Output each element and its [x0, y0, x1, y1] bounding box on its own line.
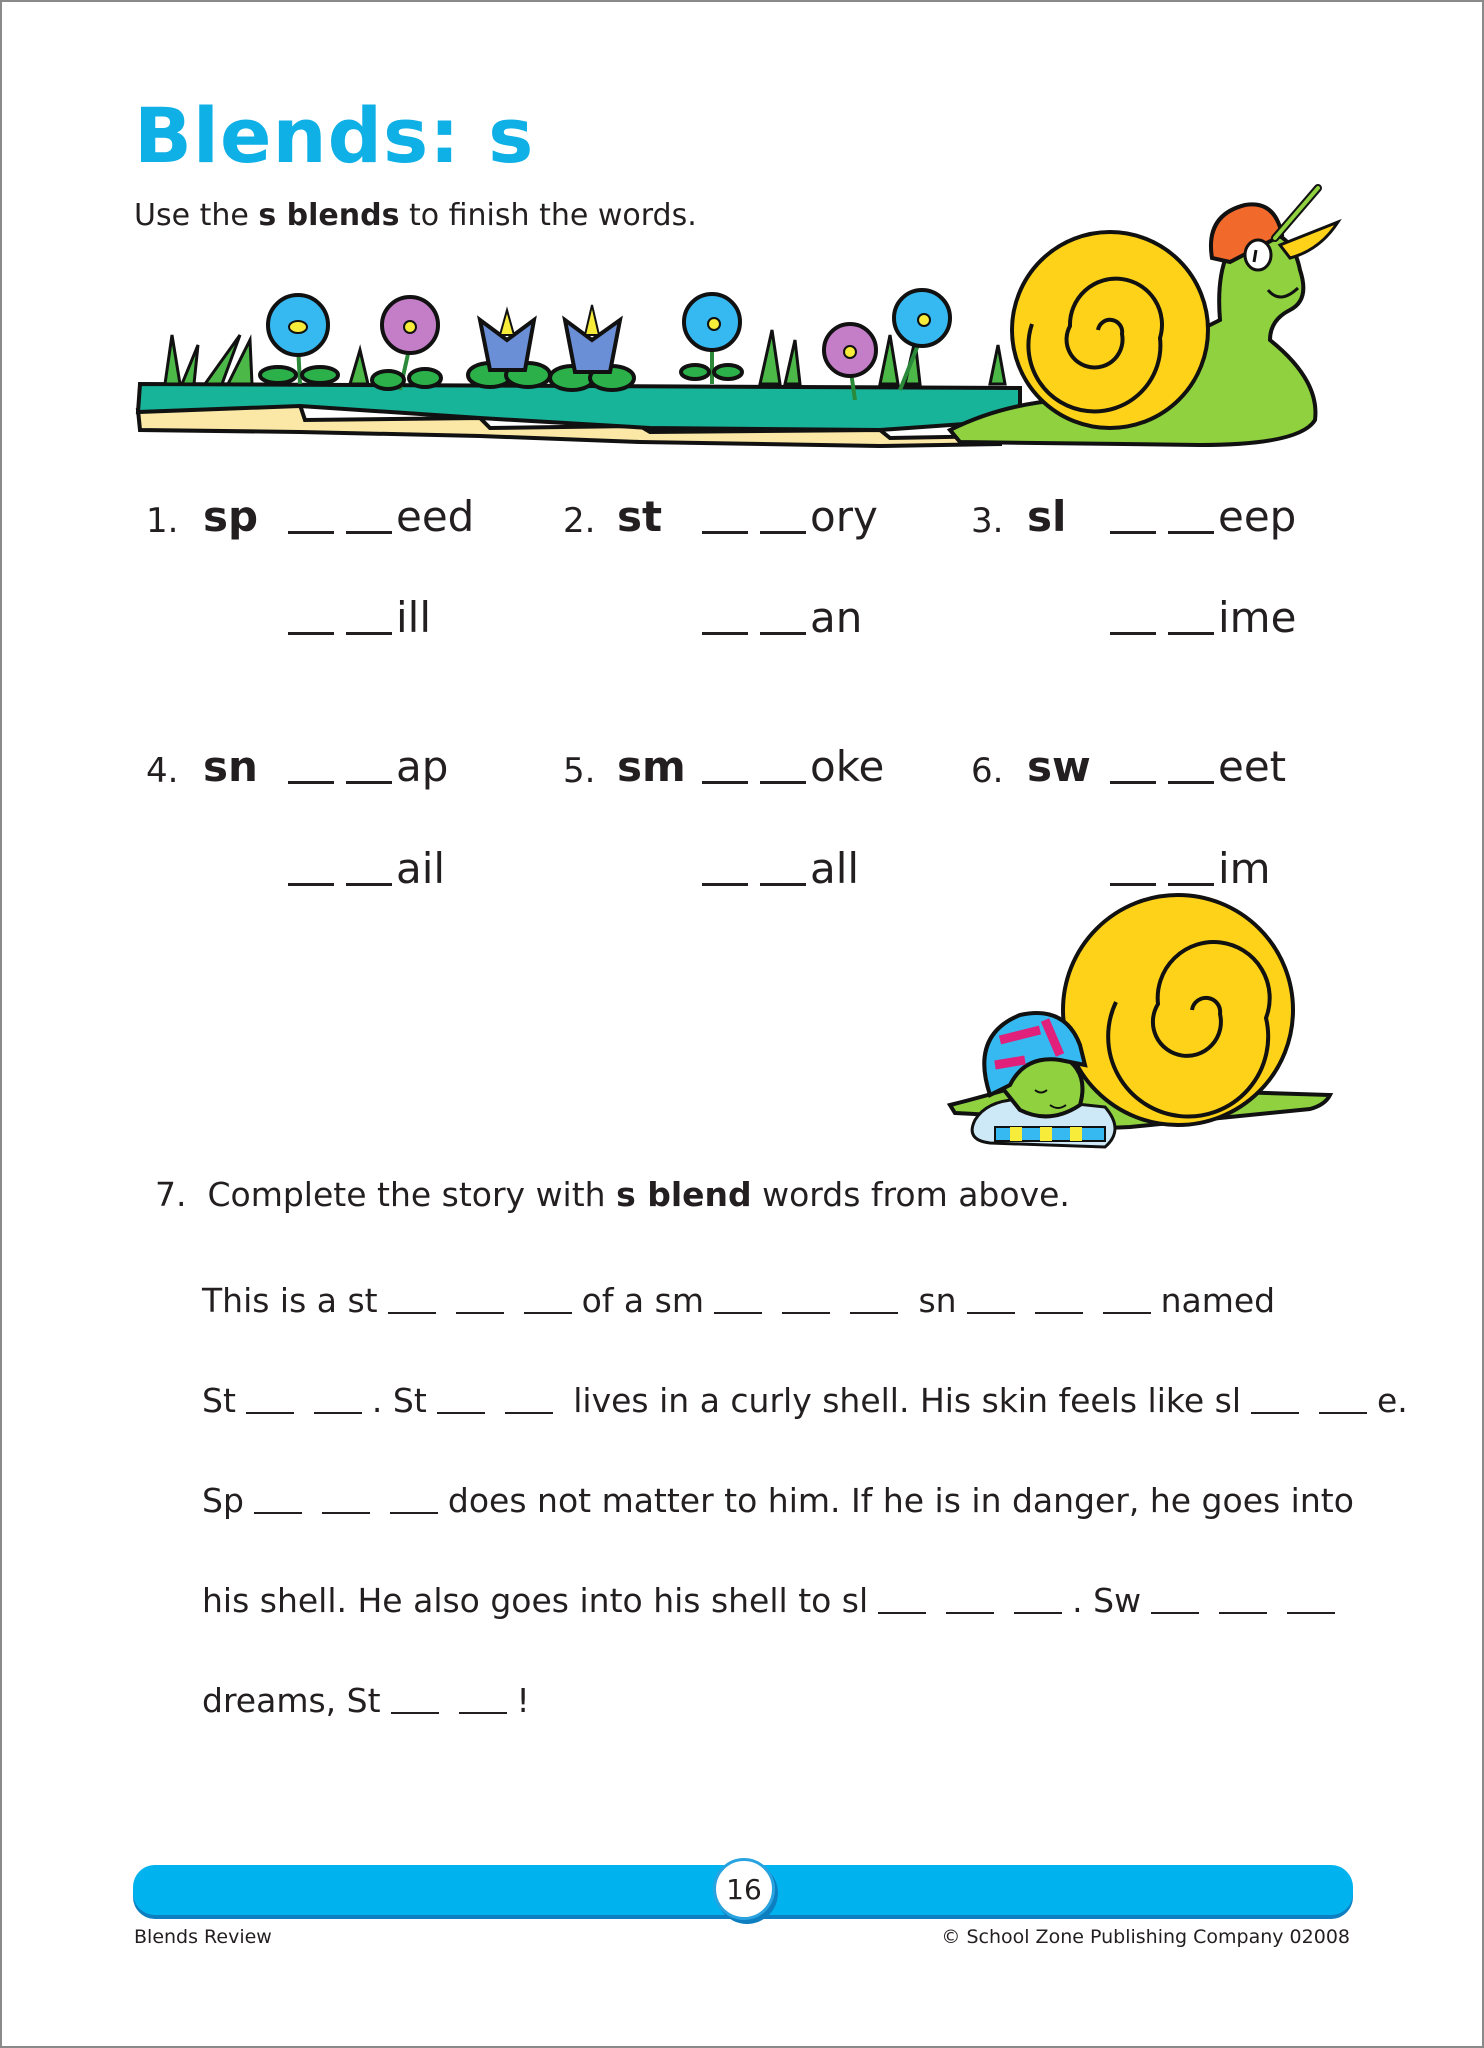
story-blank[interactable]: [1219, 1612, 1267, 1614]
exercise-number: 3.: [971, 501, 1004, 541]
story-blank[interactable]: [322, 1512, 370, 1514]
word-fill-3b[interactable]: ime: [1110, 597, 1296, 639]
story-line-2: St . St lives in a curly shell. His skin feels like sl e.: [202, 1381, 1408, 1420]
story-blank[interactable]: [524, 1312, 572, 1314]
footer-copyright: © School Zone Publishing Company 02008: [941, 1926, 1350, 1948]
exercise-blend: sw: [1027, 742, 1091, 791]
story-blank[interactable]: [1287, 1612, 1335, 1614]
word-fill-3a[interactable]: eep: [1110, 496, 1296, 538]
story-blank[interactable]: [391, 1712, 439, 1714]
snail-shell: [1063, 895, 1293, 1125]
story-blank[interactable]: [1251, 1412, 1299, 1414]
page-title: Blends: s: [134, 91, 535, 180]
word-fill-6a[interactable]: eet: [1110, 746, 1286, 788]
word-fill-5b[interactable]: all: [702, 848, 859, 890]
story-line-3: Sp does not matter to him. If he is in danger, he goes into: [202, 1481, 1354, 1520]
snail-shell: [1012, 232, 1208, 428]
story-line-1: This is a st of a sm sn named: [202, 1281, 1276, 1320]
exercise-number: 1.: [146, 501, 179, 541]
exercise-number: 2.: [563, 501, 596, 541]
footer-section-label: Blends Review: [134, 1926, 272, 1948]
story-line-4: his shell. He also goes into his shell to sl . Sw: [202, 1584, 1345, 1617]
word-fill-2a[interactable]: ory: [702, 496, 878, 538]
story-blank[interactable]: [1014, 1612, 1062, 1614]
word-fill-2b[interactable]: an: [702, 597, 862, 639]
flower-icon: [260, 295, 338, 384]
story-blank[interactable]: [1319, 1412, 1367, 1414]
story-blank[interactable]: [967, 1312, 1015, 1314]
exercise-blend: sm: [617, 742, 686, 791]
word-fill-6b[interactable]: im: [1110, 848, 1271, 890]
instructions-bold: s blends: [258, 198, 400, 233]
garden-snail-illustration: [0, 0, 1484, 470]
exercise-blend: sl: [1027, 492, 1067, 541]
word-fill-5a[interactable]: oke: [702, 746, 884, 788]
exercise-blend: st: [617, 492, 663, 541]
story-blank[interactable]: [390, 1512, 438, 1514]
word-fill-4b[interactable]: ail: [288, 848, 445, 890]
story-blank[interactable]: [246, 1412, 294, 1414]
exercise-blend: sn: [203, 742, 258, 791]
word-fill-1a[interactable]: eed: [288, 496, 474, 538]
story-blank[interactable]: [314, 1412, 362, 1414]
exercise-number: 5.: [563, 751, 596, 791]
story-blank[interactable]: [850, 1312, 898, 1314]
word-fill-1b[interactable]: ill: [288, 597, 431, 639]
word-fill-4a[interactable]: ap: [288, 746, 448, 788]
snail-eye: [1245, 240, 1271, 270]
exercise-number: 4.: [146, 751, 179, 791]
story-blank[interactable]: [1103, 1312, 1151, 1314]
page-number: 16: [726, 1872, 762, 1906]
story-blank[interactable]: [782, 1312, 830, 1314]
story-blank[interactable]: [437, 1412, 485, 1414]
story-blank[interactable]: [714, 1312, 762, 1314]
instructions-text-end: to finish the words.: [399, 198, 697, 233]
story-number: 7.: [155, 1175, 187, 1214]
page-number-badge: [713, 1858, 775, 1920]
story-blank[interactable]: [505, 1412, 553, 1414]
story-blank[interactable]: [878, 1612, 926, 1614]
exercise-blend: sp: [203, 492, 259, 541]
story-blank[interactable]: [388, 1312, 436, 1314]
story-line-5: dreams, St !: [202, 1681, 530, 1720]
exercise-number: 6.: [971, 751, 1004, 791]
instructions-text: Use the: [134, 198, 259, 233]
sleeping-snail-illustration: [930, 895, 1350, 1155]
story-blank[interactable]: [254, 1512, 302, 1514]
story-blank[interactable]: [946, 1612, 994, 1614]
story-prompt: 7. Complete the story with s blend words from above.: [155, 1175, 1070, 1214]
story-blank[interactable]: [459, 1712, 507, 1714]
story-blank[interactable]: [456, 1312, 504, 1314]
story-blank[interactable]: [1035, 1312, 1083, 1314]
story-blank[interactable]: [1151, 1612, 1199, 1614]
